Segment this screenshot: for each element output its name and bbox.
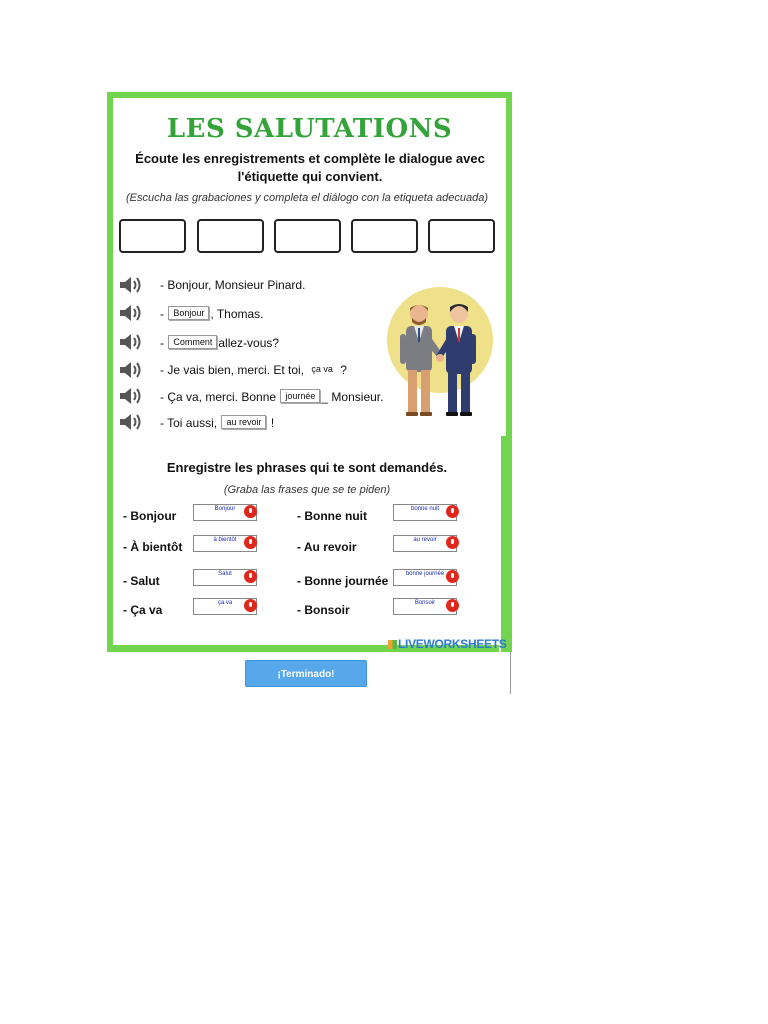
drop-box-5[interactable]: [428, 219, 495, 253]
drop-box-3[interactable]: [274, 219, 341, 253]
drop-box-4[interactable]: [351, 219, 418, 253]
dialogue-text-before: - Ça va, merci. Bonne: [160, 390, 280, 404]
recording-field[interactable]: ça va: [193, 598, 257, 615]
microphone-icon[interactable]: [244, 599, 257, 612]
instruction: Écoute les enregistrements et complète le dialogue avec l'étiquette qui convient.: [135, 151, 485, 184]
speaker-icon[interactable]: [118, 274, 146, 296]
liveworksheets-logo: [388, 637, 506, 651]
speaker-icon[interactable]: [118, 385, 146, 407]
dialogue-line: [160, 363, 347, 377]
dialogue-text-after: allez-vous?: [218, 336, 280, 350]
dialogue-text-before: -: [160, 307, 168, 321]
drop-box-2[interactable]: [197, 219, 264, 253]
answer-tag[interactable]: Bonjour: [168, 306, 209, 320]
dialogue-text-after: , Thomas.: [210, 307, 264, 321]
phrase-label: - Bonsoir: [297, 603, 350, 617]
speaker-icon[interactable]: [118, 359, 146, 381]
phrase-label: - Bonne journée: [297, 574, 389, 588]
dialogue-line: [160, 335, 279, 350]
finish-button[interactable]: ¡Terminado!: [245, 660, 367, 687]
phrase-label: - Au revoir: [297, 540, 357, 554]
drop-box-1[interactable]: [119, 219, 186, 253]
microphone-icon[interactable]: [446, 536, 459, 549]
logo-mark-icon: [388, 640, 397, 649]
microphone-icon[interactable]: [446, 599, 459, 612]
phrase-label: - Bonjour: [123, 509, 177, 523]
handshake-illustration: [384, 284, 496, 422]
dialogue-line: [160, 389, 383, 404]
dialogue-text-before: -: [160, 336, 168, 350]
microphone-icon[interactable]: [446, 505, 459, 518]
microphone-icon[interactable]: [244, 570, 257, 583]
phrase-label: - Bonne nuit: [297, 509, 367, 523]
dialogue-line: [160, 415, 274, 430]
recording-field[interactable]: à bientôt: [193, 535, 257, 552]
answer-tag[interactable]: au revoir: [221, 415, 266, 429]
recording-field[interactable]: Bonsoir: [393, 598, 457, 615]
dialogue-text-before: - Je vais bien, merci. Et toi,: [160, 363, 308, 377]
worksheet-title: LES SALUTATIONS: [166, 114, 453, 144]
section2-title: Enregistre les phrases qui te sont demandés.: [166, 460, 448, 475]
recording-field[interactable]: bonne nuit: [393, 504, 457, 521]
instruction-spanish: (Escucha las grabaciones y completa el diálogo con la etiqueta adecuada): [125, 192, 488, 204]
dialogue-text-before: - Bonjour, Monsieur Pinard.: [160, 278, 306, 292]
recording-field[interactable]: bonne journée: [393, 569, 457, 586]
section2-spanish: (Graba las frases que se te piden): [223, 484, 391, 496]
dialogue-text-after: !: [267, 416, 275, 430]
dialogue-text-after: _ Monsieur.: [321, 390, 384, 404]
speaker-icon[interactable]: [118, 331, 146, 353]
phrase-label: - Ça va: [123, 603, 163, 617]
microphone-icon[interactable]: [244, 505, 257, 518]
page-rule: [510, 652, 511, 694]
speaker-icon[interactable]: [118, 411, 146, 433]
microphone-icon[interactable]: [446, 570, 459, 583]
phrase-label: - Salut: [123, 574, 160, 588]
dialogue-text-before: - Toi aussi,: [160, 416, 221, 430]
recording-field[interactable]: Salut: [193, 569, 257, 586]
logo-text: LIVEWORKSHEETS: [398, 637, 507, 651]
microphone-icon[interactable]: [244, 536, 257, 549]
answer-tag[interactable]: Comment: [168, 335, 217, 349]
recording-field[interactable]: Bonjour: [193, 504, 257, 521]
recording-field[interactable]: au revoir: [393, 535, 457, 552]
phrase-label: - À bientôt: [123, 540, 183, 554]
dialogue-line: [160, 278, 305, 292]
dialogue-line: [160, 306, 264, 321]
answer-tag[interactable]: ça va: [311, 364, 333, 374]
answer-tag[interactable]: journée: [280, 389, 320, 403]
speaker-icon[interactable]: [118, 302, 146, 324]
dialogue-text-after: ?: [336, 363, 347, 377]
